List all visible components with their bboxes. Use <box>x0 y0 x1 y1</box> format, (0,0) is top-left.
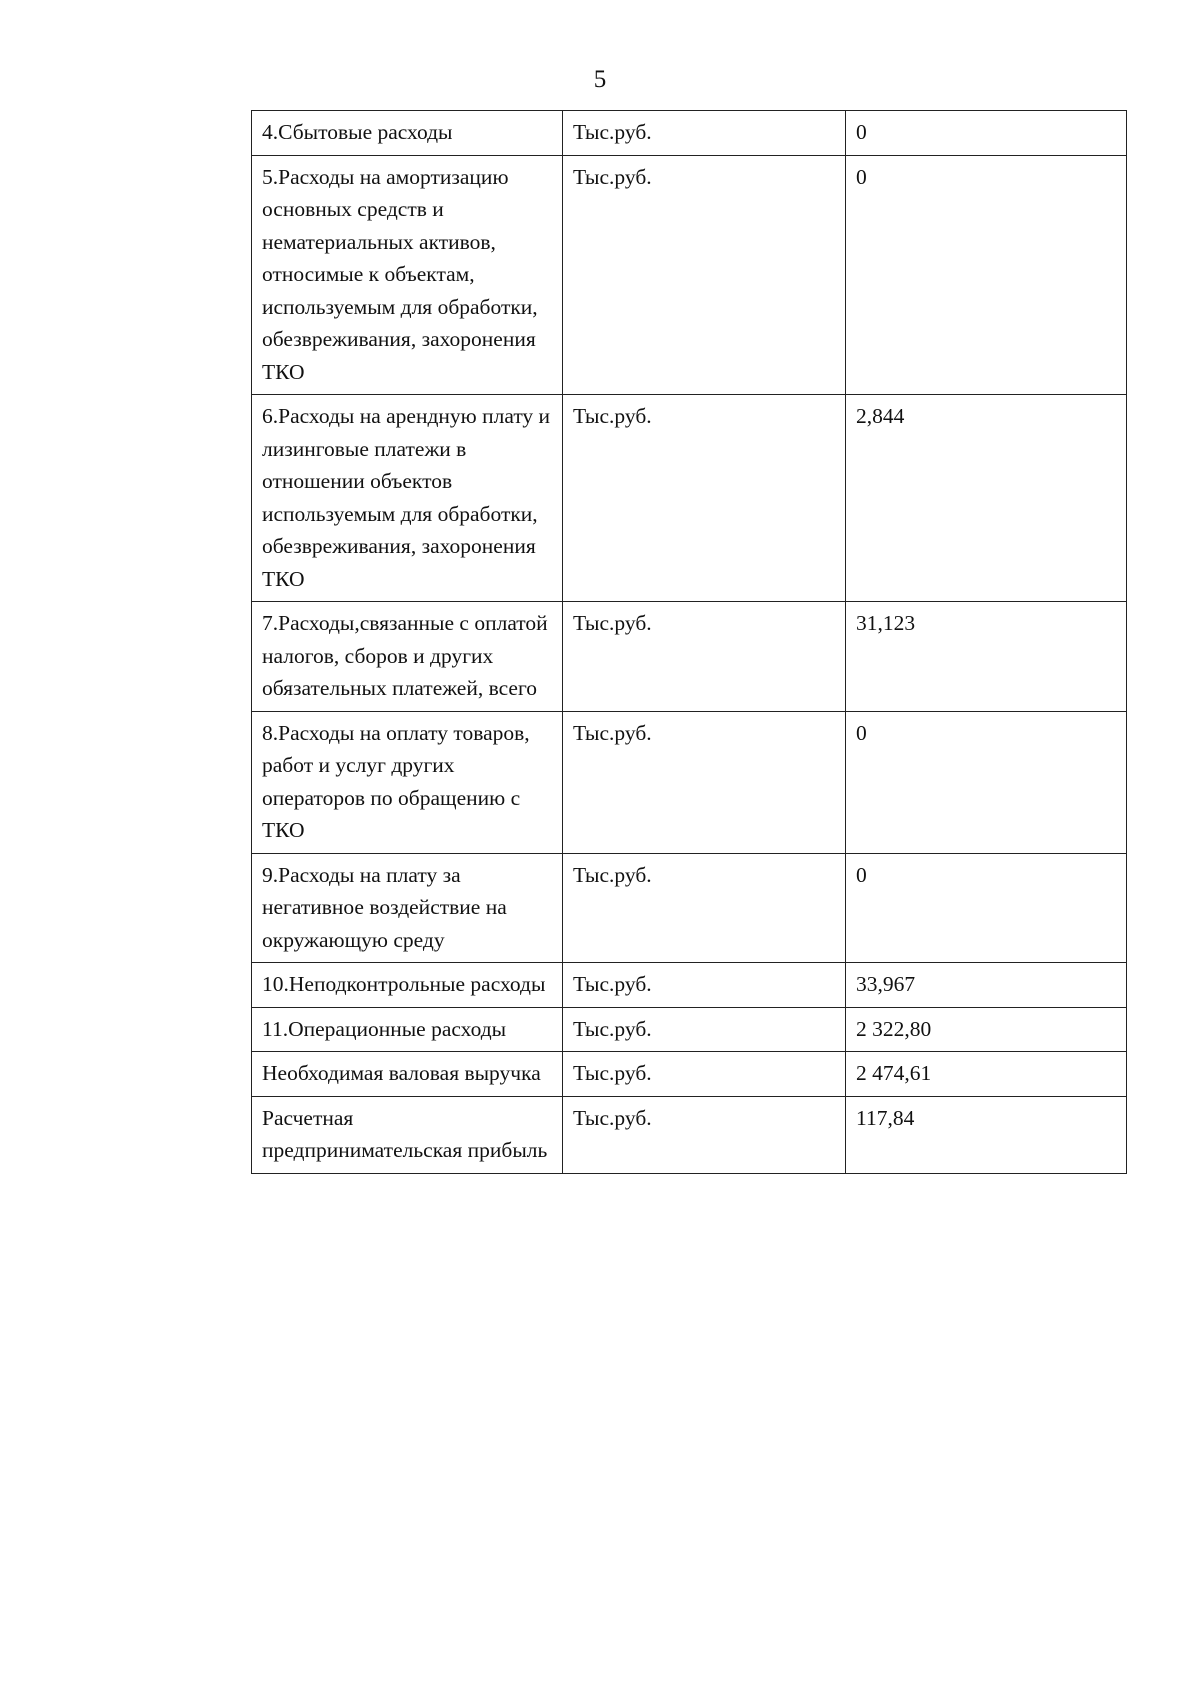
row-unit: Тыс.руб. <box>563 1096 846 1173</box>
row-unit: Тыс.руб. <box>563 155 846 395</box>
table-row <box>252 111 1127 156</box>
table-row <box>252 711 1127 853</box>
row-value: 2 322,80 <box>846 1007 1127 1052</box>
row-name: 9.Расходы на плату за негативное воздействие на окружающую среду <box>252 853 563 963</box>
table-row <box>252 853 1127 963</box>
table-row <box>252 155 1127 395</box>
row-value: 2 474,61 <box>846 1052 1127 1097</box>
row-value: 0 <box>846 853 1127 963</box>
row-value: 0 <box>846 155 1127 395</box>
row-name: 4.Сбытовые расходы <box>252 111 563 156</box>
table-row <box>252 602 1127 712</box>
row-value: 31,123 <box>846 602 1127 712</box>
row-name: 10.Неподконтрольные расходы <box>252 963 563 1008</box>
row-name: 11.Операционные расходы <box>252 1007 563 1052</box>
row-value: 33,967 <box>846 963 1127 1008</box>
table-row <box>252 1052 1127 1097</box>
row-unit: Тыс.руб. <box>563 853 846 963</box>
row-name: 5.Расходы на амортизацию основных средств и нематериальных активов, относимые к объектам, используемым для обработки, обезвреживания, захоронения ТКО <box>252 155 563 395</box>
row-value: 117,84 <box>846 1096 1127 1173</box>
row-unit: Тыс.руб. <box>563 1007 846 1052</box>
row-unit: Тыс.руб. <box>563 963 846 1008</box>
page-number: 5 <box>593 66 607 93</box>
row-value: 0 <box>846 711 1127 853</box>
table-row <box>252 963 1127 1008</box>
row-value: 0 <box>846 111 1127 156</box>
row-unit: Тыс.руб. <box>563 1052 846 1097</box>
expenses-table <box>251 110 1127 1174</box>
row-unit: Тыс.руб. <box>563 602 846 712</box>
table-row <box>252 1096 1127 1173</box>
row-unit: Тыс.руб. <box>563 111 846 156</box>
row-value: 2,844 <box>846 395 1127 602</box>
table-row <box>252 1007 1127 1052</box>
table-row <box>252 395 1127 602</box>
row-name: 8.Расходы на оплату товаров, работ и услуг других операторов по обращению с ТКО <box>252 711 563 853</box>
row-name: Необходимая валовая выручка <box>252 1052 563 1097</box>
row-unit: Тыс.руб. <box>563 395 846 602</box>
row-unit: Тыс.руб. <box>563 711 846 853</box>
row-name: 6.Расходы на арендную плату и лизинговые платежи в отношении объектов используемым для обработки, обезвреживания, захоронения ТКО <box>252 395 563 602</box>
row-name: Расчетная предпринимательская прибыль <box>252 1096 563 1173</box>
row-name: 7.Расходы,связанные с оплатой налогов, сборов и других обязательных платежей, всего <box>252 602 563 712</box>
